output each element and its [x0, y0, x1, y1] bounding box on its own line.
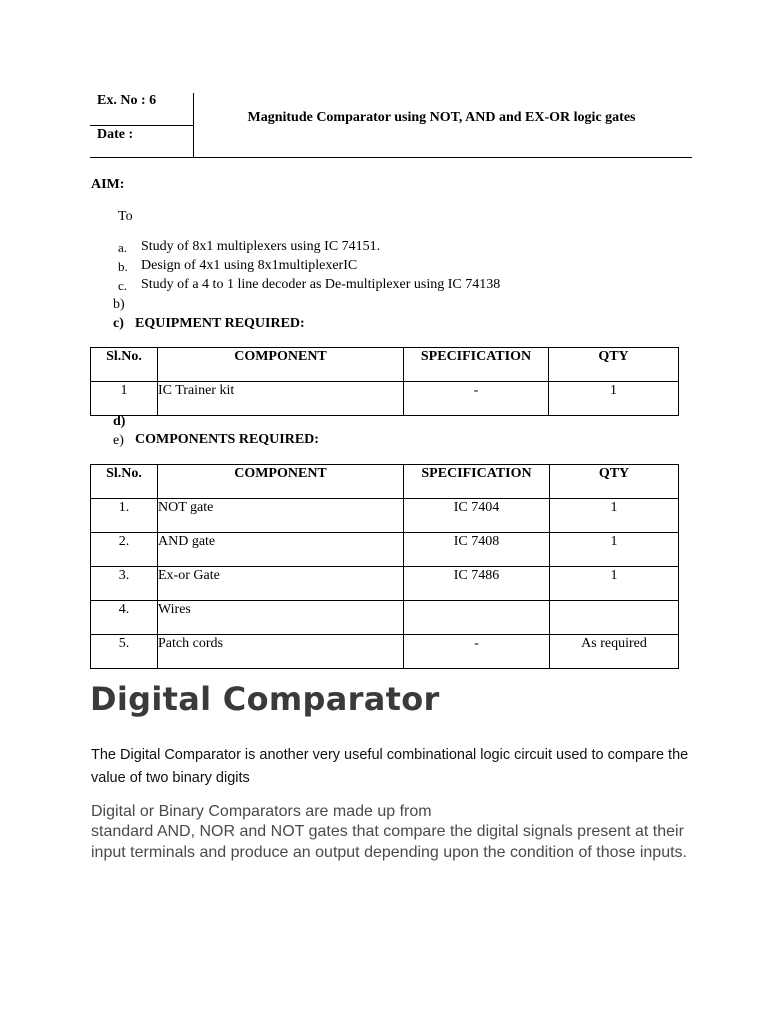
cell-component: NOT gate — [158, 499, 404, 533]
equipment-header-slno: Sl.No. — [91, 348, 158, 382]
components-header-component: COMPONENT — [158, 465, 404, 499]
aim-item-marker-c: c. — [118, 278, 128, 293]
exno-label: Ex. No : 6 — [97, 93, 157, 108]
aim-label: AIM: — [91, 177, 125, 192]
table-row — [91, 382, 679, 416]
cell-qty: 1 — [549, 382, 679, 416]
equipment-marker: c) — [113, 316, 124, 331]
aim-b-marker: b) — [113, 297, 125, 312]
table-row — [91, 499, 679, 533]
cell-qty: 1 — [550, 533, 679, 567]
table-row — [91, 635, 679, 669]
article-heading: Digital Comparator — [90, 680, 440, 718]
equipment-header-qty: QTY — [549, 348, 679, 382]
cell-slno: 1. — [91, 499, 158, 533]
cell-qty: As required — [550, 635, 679, 669]
cell-slno: 1 — [91, 382, 158, 416]
cell-spec: - — [404, 635, 550, 669]
cell-slno: 5. — [91, 635, 158, 669]
cell-spec: IC 7408 — [404, 533, 550, 567]
cell-component: AND gate — [158, 533, 404, 567]
equipment-header-row — [91, 348, 679, 382]
components-title: COMPONENTS REQUIRED: — [135, 432, 319, 447]
experiment-title: Magnitude Comparator using NOT, AND and EX-OR logic gates — [247, 110, 636, 125]
aim-to: To — [118, 209, 133, 224]
aim-item-b: Design of 4x1 using 8x1multiplexerIC — [141, 258, 358, 273]
components-header-slno: Sl.No. — [91, 465, 158, 499]
article-paragraph-2-line-1: Digital or Binary Comparators are made up from — [91, 803, 432, 820]
cell-spec: IC 7404 — [404, 499, 550, 533]
cell-spec — [404, 601, 550, 635]
cell-slno: 2. — [91, 533, 158, 567]
aim-item-marker-b: b. — [118, 259, 128, 274]
equipment-title: EQUIPMENT REQUIRED: — [135, 316, 305, 331]
cell-qty: 1 — [550, 567, 679, 601]
table-row — [91, 567, 679, 601]
cell-slno: 4. — [91, 601, 158, 635]
table-row — [91, 533, 679, 567]
components-table — [90, 464, 679, 669]
equipment-header-spec: SPECIFICATION — [404, 348, 549, 382]
cell-qty — [550, 601, 679, 635]
components-marker: e) — [113, 433, 124, 448]
cell-component: IC Trainer kit — [158, 382, 404, 416]
aim-item-c: Study of a 4 to 1 line decoder as De-multiplexer using IC 74138 — [141, 277, 501, 292]
d-marker: d) — [113, 414, 126, 429]
cell-component: Ex-or Gate — [158, 567, 404, 601]
table-row — [91, 601, 679, 635]
cell-spec: IC 7486 — [404, 567, 550, 601]
cell-qty: 1 — [550, 499, 679, 533]
equipment-header-component: COMPONENT — [158, 348, 404, 382]
cell-component: Wires — [158, 601, 404, 635]
cell-slno: 3. — [91, 567, 158, 601]
article-paragraph-2 — [91, 802, 691, 863]
header-bottom-rule — [90, 157, 692, 158]
aim-item-marker-a: a. — [118, 240, 128, 255]
components-header-spec: SPECIFICATION — [404, 465, 550, 499]
components-header-qty: QTY — [550, 465, 679, 499]
cell-component: Patch cords — [158, 635, 404, 669]
article-paragraph-2-rest: standard AND, NOR and NOT gates that compare the digital signals present at their input terminals and produce an output depending upon the condition of those inputs. — [91, 823, 687, 861]
date-label: Date : — [97, 127, 134, 142]
equipment-table — [90, 347, 679, 416]
header-divider-horizontal — [90, 125, 193, 126]
aim-item-a: Study of 8x1 multiplexers using IC 74151. — [141, 239, 381, 254]
cell-spec: - — [404, 382, 549, 416]
article-paragraph-1: The Digital Comparator is another very useful combinational logic circuit used to compare the value of two binary digits — [91, 747, 689, 786]
components-header-row — [91, 465, 679, 499]
